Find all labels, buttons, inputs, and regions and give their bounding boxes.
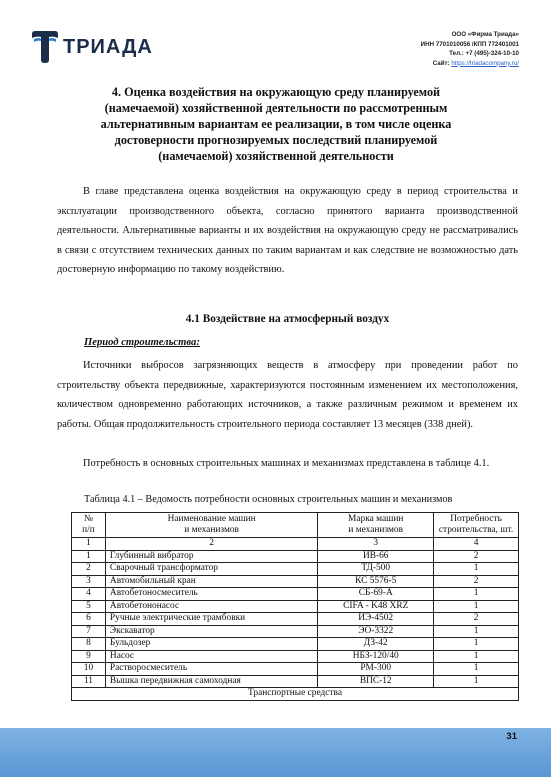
table-row bbox=[72, 575, 519, 588]
row-number: 5 bbox=[72, 600, 106, 613]
machine-name: Бульдозер bbox=[105, 638, 317, 651]
machine-brand: КС 5576-5 bbox=[318, 575, 434, 588]
header-need: Потребность строительства, шт. bbox=[434, 513, 519, 538]
table-row bbox=[72, 550, 519, 563]
machine-name: Насос bbox=[105, 650, 317, 663]
row-number: 4 bbox=[72, 588, 106, 601]
table-row bbox=[72, 650, 519, 663]
machine-quantity: 2 bbox=[434, 575, 519, 588]
row-number: 2 bbox=[72, 563, 106, 576]
row-number: 9 bbox=[72, 650, 106, 663]
company-logo bbox=[30, 30, 153, 64]
machine-brand: ТД-500 bbox=[318, 563, 434, 576]
machine-name: Растворосмеситель bbox=[105, 663, 317, 676]
header-name: Наименование машин и механизмов bbox=[105, 513, 317, 538]
page-number: 31 bbox=[506, 731, 517, 742]
machine-name: Сварочный трансформатор bbox=[105, 563, 317, 576]
company-inn-kpp: ИНН 7701010056 /КПП 772401001 bbox=[420, 40, 519, 48]
table-row bbox=[72, 638, 519, 651]
machine-name: Автомобильный кран bbox=[105, 575, 317, 588]
machine-quantity: 1 bbox=[434, 600, 519, 613]
row-number: 7 bbox=[72, 625, 106, 638]
column-number: 1 bbox=[72, 538, 106, 551]
machine-brand: CIFA - K48 XRZ bbox=[318, 600, 434, 613]
row-number: 6 bbox=[72, 613, 106, 626]
chapter-title: 4. Оценка воздействия на окружающую среду планируемой (намечаемой) хозяйственной деятельности по рассмотренным альтернативным вариантам ее реализации, в том числе оценка достоверности прогнозируемых последствий планируемой (намечаемой) хозяйственной деятельности bbox=[100, 85, 452, 163]
machine-brand: ИВ-66 bbox=[318, 550, 434, 563]
machine-brand: РМ-300 bbox=[318, 663, 434, 676]
machine-name: Автобетоносмеситель bbox=[105, 588, 317, 601]
table-row bbox=[72, 663, 519, 676]
company-info bbox=[421, 30, 519, 68]
table-row bbox=[72, 675, 519, 688]
table-row bbox=[72, 588, 519, 601]
table-header-row bbox=[72, 513, 519, 538]
machine-quantity: 1 bbox=[434, 675, 519, 688]
column-number-row bbox=[72, 538, 519, 551]
machine-brand: СБ-69-А bbox=[318, 588, 434, 601]
table-row bbox=[72, 563, 519, 576]
site-label: Сайт: bbox=[432, 59, 450, 67]
company-name: ООО «Фирма Триада» bbox=[451, 31, 519, 38]
footer-bar bbox=[0, 728, 551, 777]
machine-brand: НБЗ-120/40 bbox=[318, 650, 434, 663]
table-row bbox=[72, 625, 519, 638]
header-num: № п/п bbox=[72, 513, 106, 538]
triada-logo-icon bbox=[30, 30, 60, 64]
section-row-label: Транспортные средства bbox=[72, 688, 519, 701]
table-caption: Таблица 4.1 – Ведомость потребности основных строительных машин и механизмов bbox=[84, 494, 453, 505]
machine-brand: ИЭ-4502 bbox=[318, 613, 434, 626]
section-paragraph-sources: Источники выбросов загрязняющих веществ в атмосферу при проведении работ по строительству объекта передвижные, характеризуются постоянным изменением их местоположения, количеством одновременно работающих источников, а также различным режимом и временем их работы. Общая продолжительность строительного периода составляет 13 месяцев (338 дней). bbox=[57, 360, 518, 430]
table-section-row bbox=[72, 688, 519, 701]
machine-quantity: 2 bbox=[434, 613, 519, 626]
column-number: 2 bbox=[105, 538, 317, 551]
row-number: 8 bbox=[72, 638, 106, 651]
machine-brand: ВПС-12 bbox=[318, 675, 434, 688]
section-paragraph-table-ref: Потребность в основных строительных машинах и механизмах представлена в таблице 4.1. bbox=[83, 458, 490, 469]
table-row bbox=[72, 613, 519, 626]
column-number: 3 bbox=[318, 538, 434, 551]
machine-quantity: 2 bbox=[434, 550, 519, 563]
machine-name: Вышка передвижная самоходная bbox=[105, 675, 317, 688]
row-number: 1 bbox=[72, 550, 106, 563]
machine-quantity: 1 bbox=[434, 638, 519, 651]
machine-name: Автобетононасос bbox=[105, 600, 317, 613]
machine-quantity: 1 bbox=[434, 588, 519, 601]
machine-quantity: 1 bbox=[434, 563, 519, 576]
section-title: 4.1 Воздействие на атмосферный воздух bbox=[185, 313, 390, 325]
table-row bbox=[72, 600, 519, 613]
machine-name: Ручные электрические трамбовки bbox=[105, 613, 317, 626]
period-heading: Период строительства: bbox=[84, 337, 200, 348]
column-number: 4 bbox=[434, 538, 519, 551]
machine-name: Глубинный вибратор bbox=[105, 550, 317, 563]
row-number: 3 bbox=[72, 575, 106, 588]
machine-brand: ЭО-3322 bbox=[318, 625, 434, 638]
machine-quantity: 1 bbox=[434, 625, 519, 638]
logo-text: ТРИАДА bbox=[63, 35, 153, 58]
machine-brand: ДЗ-42 bbox=[318, 638, 434, 651]
machine-quantity: 1 bbox=[434, 663, 519, 676]
row-number: 11 bbox=[72, 675, 106, 688]
header-brand: Марка машин и механизмов bbox=[318, 513, 434, 538]
machine-name: Экскаватор bbox=[105, 625, 317, 638]
machine-quantity: 1 bbox=[434, 650, 519, 663]
company-phone: Тел.: +7 (495)-324-10-10 bbox=[449, 50, 519, 57]
row-number: 10 bbox=[72, 663, 106, 676]
chapter-intro-paragraph: В главе представлена оценка воздействия на окружающую среду в период строительства и эксплуатации производственного объекта, согласно принятого варианта производственной деятельности. Альтернативные варианты и их воздействия на окружающую среду не рассматривались в связи с отсутствием технических данных по таким вариантам и как следствие не возможностью дать достоверную информацию по такому воздействию. bbox=[57, 186, 518, 276]
equipment-table bbox=[71, 512, 519, 701]
site-link[interactable]: https://triadacompany.ru/ bbox=[451, 59, 519, 67]
